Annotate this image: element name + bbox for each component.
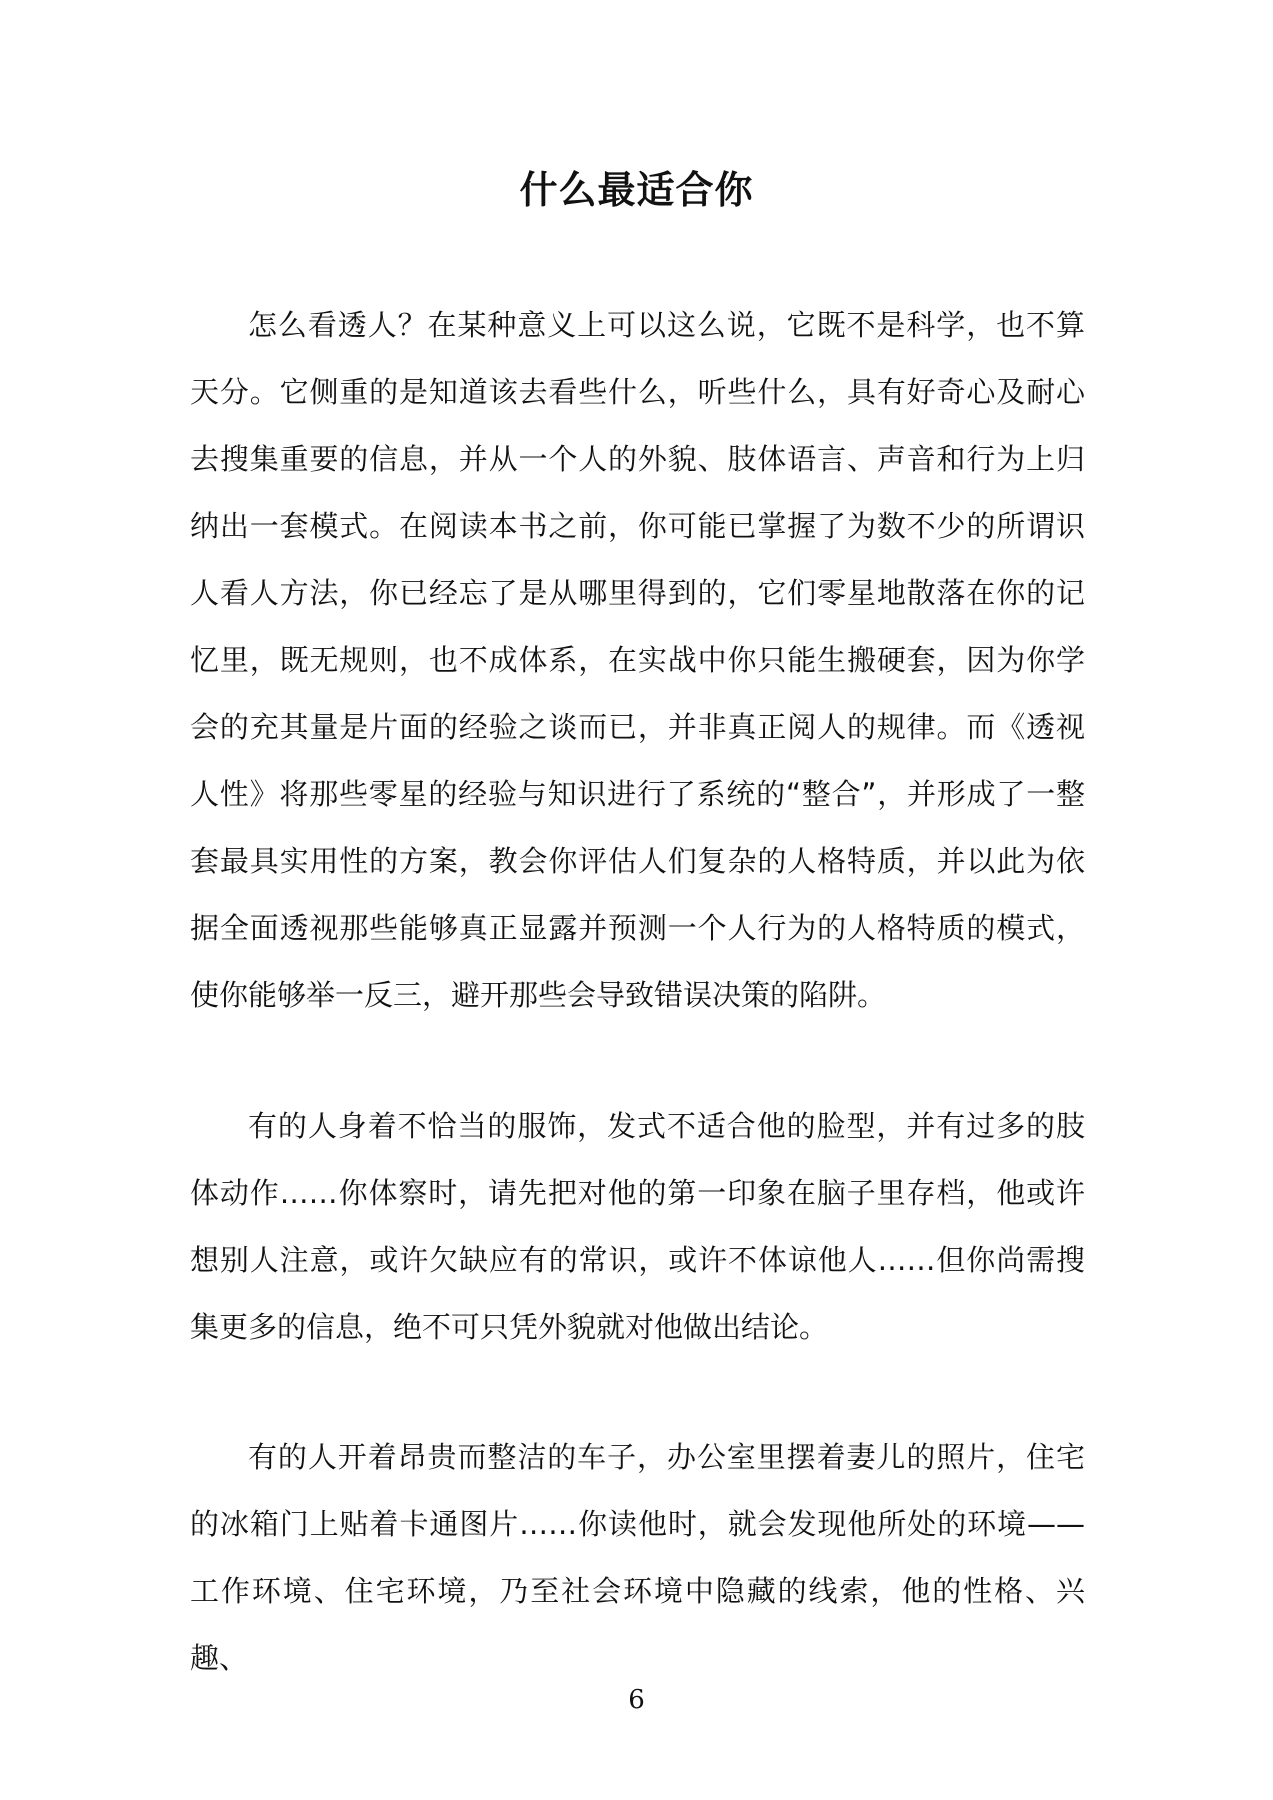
page-title: 什么最适合你 xyxy=(519,168,754,212)
paragraph-3: 有的人开着昂贵而整洁的车子，办公室里摆着妻儿的照片，住宅的冰箱门上贴着卡通图片……你读他时，就会发现他所处的环境——工作环境、住宅环境，乃至社会环境中隐藏的线索，他的性格、兴趣、 xyxy=(190,1440,1085,1675)
page-number: 6 xyxy=(628,1685,645,1715)
paragraph-1: 怎么看透人？在某种意义上可以这么说，它既不是科学，也不算天分。它侧重的是知道该去看些什么，听些什么，具有好奇心及耐心去搜集重要的信息，并从一个人的外貌、肢体语言、声音和行为上归纳出一套模式。在阅读本书之前，你可能已掌握了为数不少的所谓识人看人方法，你已经忘了是从哪里得到的，它们零星地散落在你的记忆里，既无规则，也不成体系，在实战中你只能生搬硬套，因为你学会的充其量是片面的经验之谈而已，并非真正阅人的规律。而《透视人性》将那些零星的经验与知识进行了系统的“整合”，并形成了一整套最具实用性的方案，教会你评估人们复杂的人格特质，并以此为依据全面透视那些能够真正显露并预测一个人行为的人格特质的模式，使你能够举一反三，避开那些会导致错误决策的陷阱。 xyxy=(190,308,1085,1012)
paragraph-2: 有的人身着不恰当的服饰，发式不适合他的脸型，并有过多的肢体动作……你体察时，请先把对他的第一印象在脑子里存档，他或许想别人注意，或许欠缺应有的常识，或许不体谅他人……但你尚需搜集更多的信息，绝不可只凭外貌就对他做出结论。 xyxy=(190,1109,1085,1344)
